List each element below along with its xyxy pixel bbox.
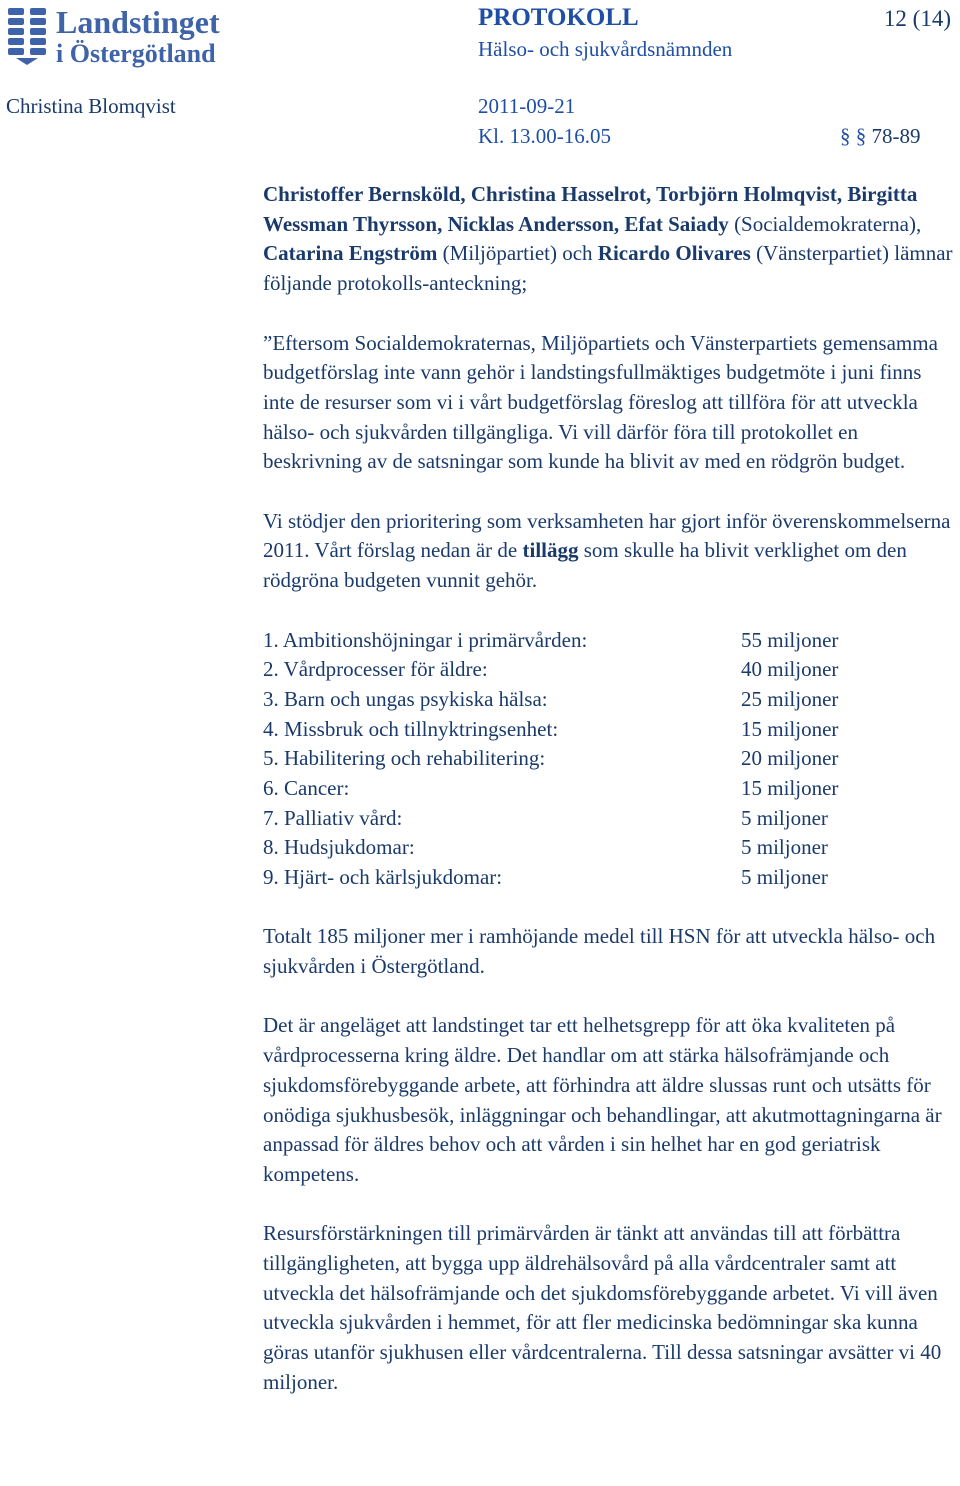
list-item xyxy=(263,715,953,745)
document-body xyxy=(263,180,953,1398)
intro-names-1: Christoffer Bernsköld, Christina Hasselrot, Torbjörn Holmqvist, Birgitta Wessman Thyrsson, Nicklas Andersson, Efat Saiady xyxy=(263,182,918,236)
landstinget-logo xyxy=(6,2,268,68)
list-item xyxy=(263,685,953,715)
total-paragraph: Totalt 185 miljoner mer i ramhöjande medel till HSN för att utveckla hälso- och sjukvården i Östergötland. xyxy=(263,924,936,979)
list-item-label: 2. Vårdprocesser för äldre: xyxy=(263,657,488,682)
meeting-date: 2011-09-21 xyxy=(478,94,576,118)
list-item xyxy=(263,626,953,656)
list-item xyxy=(263,863,953,893)
elderly-paragraph: Det är angeläget att landstinget tar ett helhetsgrepp för att öka kvaliteten på vårdprocesserna kring äldre. Det handlar om att stärka hälsofrämjande och sjukdomsförebyggande arbete, att förhindra att äldre slussas runt och utsätts för onödiga sjukhusbesök, inläggningar och behandlingar, att akutmottagningarna är anpassad för äldres behov och att vården i sin helhet har en god geriatrisk kompetens. xyxy=(263,1013,942,1186)
list-item xyxy=(263,804,953,834)
list-item-label: 9. Hjärt- och kärlsjukdomar: xyxy=(263,865,503,889)
list-item-value: 15 miljoner xyxy=(741,716,839,741)
author-name: Christina Blomqvist xyxy=(6,94,176,118)
list-item-value: 5 miljoner xyxy=(741,865,828,889)
list-item xyxy=(263,833,953,863)
list-item-label: 7. Palliativ vård: xyxy=(263,805,403,830)
list-item-label: 3. Barn och ungas psykiska hälsa: xyxy=(263,686,548,711)
quote-paragraph-2 xyxy=(263,507,953,596)
logo-emblem-icon xyxy=(8,8,46,65)
quote-p2-before: Vi stödjer den prioritering som verksamheten har gjort inför överenskommelserna 2011. Vårt förslag nedan är de xyxy=(263,508,951,563)
doc-type-title: PROTOKOLL xyxy=(478,4,639,31)
list-item-value: 15 miljoner xyxy=(741,775,839,800)
logo-line1: Landstinget xyxy=(56,4,220,40)
list-item-label: 5. Habilitering och rehabilitering: xyxy=(263,746,546,771)
logo-line2: i Östergötland xyxy=(56,39,216,68)
resources-paragraph: Resursförstärkningen till primärvården är tänkt att användas till att förbättra tillgängligheten, att bygga upp äldrehälsovård på alla vårdcentraler samt att utveckla det hälsofrämjande och det sjukdomsförebyggande arbetet. Vi vill även utveckla sjukvården i hemmet, för att fler medicinska bedömningar ska kunna göras utanför sjukhusen eller vårdcentralerna. Till dessa satsningar avsätter vi 40 miljoner. xyxy=(263,1221,942,1394)
quote-p2-after: som skulle ha blivit verklighet om den rödgröna budgeten vunnit gehör. xyxy=(263,538,907,593)
section-symbols: § § xyxy=(840,124,867,148)
paragraph-range xyxy=(840,124,921,149)
list-item-label: 8. Hudsjukdomar: xyxy=(263,835,415,860)
page-number: 12 (14) xyxy=(883,6,951,31)
intro-paragraph xyxy=(263,180,953,299)
list-item-label: 4. Missbruk och tillnyktringsenhet: xyxy=(263,716,559,741)
budget-list xyxy=(263,626,953,893)
list-item xyxy=(263,655,953,685)
paragraph-numbers: 78-89 xyxy=(871,124,921,148)
list-item-value: 55 miljoner xyxy=(741,627,839,652)
intro-party-2: (Miljöpartiet) och xyxy=(437,241,598,266)
list-item-label: 1. Ambitionshöjningar i primärvården: xyxy=(263,627,588,652)
list-item-value: 25 miljoner xyxy=(741,686,839,711)
list-item-value: 20 miljoner xyxy=(741,746,839,771)
intro-names-3: Ricardo Olivares xyxy=(597,241,751,266)
quote-paragraph-1: ”Eftersom Socialdemokraternas, Miljöpartiets och Vänsterpartiets gemensamma budgetförslag inte vann gehör i landstingsfullmäktiges budgetmöte i juni finns inte de resurser som vi i vårt budgetförslag föreslog att tillföra för att utveckla hälso- och sjukvården tillgängliga. Vi vill därför föra till protokollet en beskrivning av de satsningar som kunde ha blivit av med en rödgrön budget. xyxy=(263,330,938,474)
intro-party-1: (Socialdemokraterna), xyxy=(728,211,922,236)
list-item-value: 40 miljoner xyxy=(741,657,839,682)
list-item-label: 6. Cancer: xyxy=(263,775,350,800)
intro-names-2: Catarina Engström xyxy=(263,241,438,266)
meeting-time: Kl. 13.00-16.05 xyxy=(478,124,611,148)
intro-rest: (Vänsterpartiet) lämnar följande protokolls-anteckning; xyxy=(263,241,953,296)
list-item-value: 5 miljoner xyxy=(741,835,828,860)
list-item xyxy=(263,744,953,774)
list-item xyxy=(263,774,953,804)
quote-p2-bold: tillägg xyxy=(522,538,579,563)
committee-name: Hälso- och sjukvårdsnämnden xyxy=(478,37,733,61)
list-item-value: 5 miljoner xyxy=(741,805,828,830)
